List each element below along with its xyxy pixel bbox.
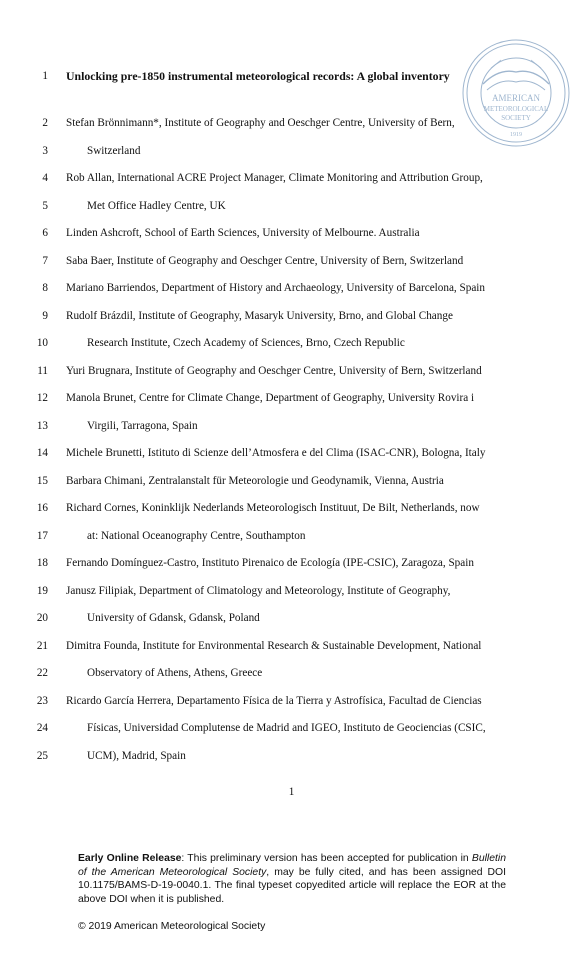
line-text: Michele Brunetti, Istituto di Scienze dell’Atmosfera e del Clima (ISAC-CNR), Bologna, Italy bbox=[66, 447, 486, 459]
line-number: 11 bbox=[37, 365, 48, 377]
eor-label: Early Online Release bbox=[78, 853, 182, 864]
line-text: Observatory of Athens, Athens, Greece bbox=[87, 667, 263, 679]
line-text: Ricardo García Herrera, Departamento Física de la Tierra y Astrofísica, Facultad de Ciencias bbox=[66, 695, 482, 707]
line-text: at: National Oceanography Centre, Southampton bbox=[87, 530, 306, 542]
line-text: Met Office Hadley Centre, UK bbox=[87, 200, 226, 212]
manuscript-line bbox=[0, 663, 581, 683]
line-number: 24 bbox=[36, 722, 48, 734]
manuscript-line bbox=[0, 141, 581, 161]
manuscript-line bbox=[0, 718, 581, 738]
line-number: 25 bbox=[36, 750, 48, 762]
line-number: 23 bbox=[36, 695, 48, 707]
line-text: Yuri Brugnara, Institute of Geography and Oeschger Centre, University of Bern, Switzerland bbox=[66, 365, 482, 377]
line-text: UCM), Madrid, Spain bbox=[87, 750, 186, 762]
line-number: 1 bbox=[42, 70, 48, 82]
manuscript-line bbox=[0, 443, 581, 463]
line-number: 5 bbox=[42, 200, 48, 212]
paper-title: Unlocking pre-1850 instrumental meteorological records: A global inventory bbox=[66, 69, 450, 83]
manuscript-line bbox=[0, 113, 581, 133]
manuscript-line bbox=[0, 691, 581, 711]
line-number: 21 bbox=[36, 640, 48, 652]
line-number: 4 bbox=[42, 172, 48, 184]
line-text: Dimitra Founda, Institute for Environmental Research & Sustainable Development, National bbox=[66, 640, 482, 652]
manuscript-line bbox=[0, 636, 581, 656]
line-number: 15 bbox=[36, 475, 48, 487]
line-number: 8 bbox=[42, 282, 48, 294]
seal-year: 1919 bbox=[510, 132, 522, 138]
line-text: Saba Baer, Institute of Geography and Oeschger Centre, University of Bern, Switzerland bbox=[66, 255, 464, 267]
seal-top-text: AMERICAN bbox=[491, 93, 541, 103]
line-number: 9 bbox=[42, 310, 48, 322]
line-number: 13 bbox=[36, 420, 48, 432]
manuscript-line bbox=[0, 581, 581, 601]
manuscript-line bbox=[0, 416, 581, 436]
manuscript-line bbox=[0, 388, 581, 408]
line-text: Richard Cornes, Koninklijk Nederlands Meteorologisch Instituut, De Bilt, Netherlands, now bbox=[66, 502, 480, 514]
manuscript-line bbox=[0, 553, 581, 573]
line-text: Físicas, Universidad Complutense de Madrid and IGEO, Instituto de Geociencias (CSIC, bbox=[87, 722, 486, 734]
line-text: Switzerland bbox=[87, 145, 141, 157]
line-number: 12 bbox=[36, 392, 48, 404]
manuscript-line bbox=[0, 306, 581, 326]
manuscript-line bbox=[0, 278, 581, 298]
line-number: 22 bbox=[36, 667, 48, 679]
page-number: 1 bbox=[288, 786, 295, 798]
line-text: Rob Allan, International ACRE Project Manager, Climate Monitoring and Attribution Group, bbox=[66, 172, 483, 184]
line-text: Manola Brunet, Centre for Climate Change, Department of Geography, University Rovira i bbox=[66, 392, 475, 404]
manuscript-line bbox=[0, 66, 581, 86]
manuscript-line bbox=[0, 196, 581, 216]
seal-middle-text: METEOROLOGICAL bbox=[483, 105, 549, 113]
line-number: 16 bbox=[36, 502, 48, 514]
eor-text-b: , may be fully cited, and has been assigned DOI 10.1175/BAMS-D-19-0040.1. The final typeset copyedited article will replace the EOR at the above DOI when it is published. bbox=[78, 866, 507, 905]
eor-journal: Bulletin of the American Meteorological Society bbox=[78, 853, 506, 878]
line-number: 7 bbox=[42, 255, 48, 267]
line-text: Mariano Barriendos, Department of History and Archaeology, University of Barcelona, Spain bbox=[66, 282, 485, 294]
manuscript-line bbox=[0, 223, 581, 243]
line-number: 2 bbox=[42, 117, 48, 129]
line-text: Fernando Domínguez-Castro, Instituto Pirenaico de Ecología (IPE-CSIC), Zaragoza, Spain bbox=[66, 557, 474, 569]
line-number: 20 bbox=[36, 612, 48, 624]
seal-bottom-text: SOCIETY bbox=[501, 114, 531, 122]
manuscript-line bbox=[0, 471, 581, 491]
manuscript-line bbox=[0, 251, 581, 271]
line-number: 18 bbox=[36, 557, 48, 569]
manuscript-line bbox=[0, 361, 581, 381]
early-online-release-notice bbox=[78, 852, 506, 906]
line-text: Janusz Filipiak, Department of Climatology and Meteorology, Institute of Geography, bbox=[66, 585, 451, 597]
line-text: Virgili, Tarragona, Spain bbox=[87, 420, 198, 432]
eor-text-a: : This preliminary version has been accepted for publication in bbox=[181, 853, 472, 864]
manuscript-line bbox=[0, 608, 581, 628]
manuscript-line bbox=[0, 168, 581, 188]
line-number: 17 bbox=[36, 530, 48, 542]
line-number: 6 bbox=[42, 227, 48, 239]
line-number: 10 bbox=[36, 337, 48, 349]
line-number: 3 bbox=[42, 145, 48, 157]
manuscript-line bbox=[0, 498, 581, 518]
manuscript-line bbox=[0, 333, 581, 353]
manuscript-line bbox=[0, 526, 581, 546]
line-text: Barbara Chimani, Zentralanstalt für Meteorologie und Geodynamik, Vienna, Austria bbox=[66, 475, 444, 487]
line-text: Rudolf Brázdil, Institute of Geography, Masaryk University, Brno, and Global Change bbox=[66, 310, 453, 322]
copyright-notice: © 2019 American Meteorological Society bbox=[78, 921, 266, 932]
line-text: Research Institute, Czech Academy of Sciences, Brno, Czech Republic bbox=[87, 337, 405, 349]
line-text: Linden Ashcroft, School of Earth Sciences, University of Melbourne. Australia bbox=[66, 227, 420, 239]
manuscript-line bbox=[0, 746, 581, 766]
line-number: 19 bbox=[36, 585, 48, 597]
line-text: University of Gdansk, Gdansk, Poland bbox=[87, 612, 260, 624]
line-text: Stefan Brönnimann*, Institute of Geography and Oeschger Centre, University of Bern, bbox=[66, 117, 455, 129]
line-number: 14 bbox=[36, 447, 48, 459]
